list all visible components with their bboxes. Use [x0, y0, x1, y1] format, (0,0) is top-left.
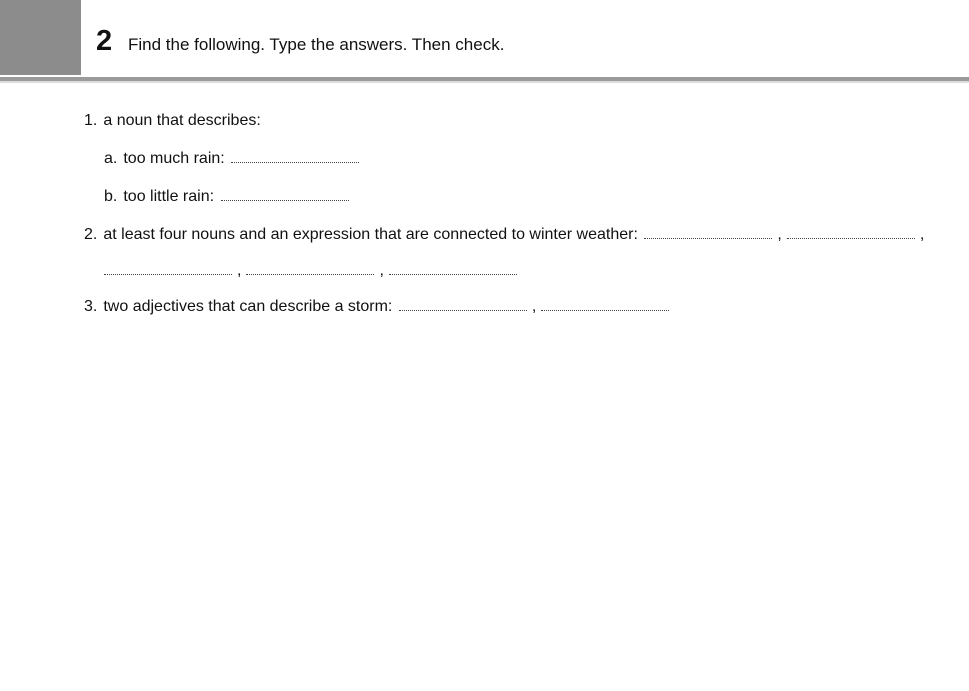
comma-separator: , — [777, 226, 782, 243]
answer-2-blank-4[interactable] — [246, 273, 374, 275]
question-1a-letter: a. — [104, 150, 118, 167]
answer-1a-blank[interactable] — [231, 161, 359, 163]
question-2-text: at least four nouns and an expression that are connected to winter weather: — [103, 226, 638, 243]
question-3-number: 3. — [84, 298, 98, 315]
question-1 — [84, 111, 261, 131]
comma-separator: , — [237, 262, 242, 279]
question-3 — [84, 297, 671, 317]
question-1a — [104, 149, 361, 169]
exercise-instruction: Find the following. Type the answers. Then check. — [128, 35, 505, 54]
comma-separator: , — [919, 226, 925, 243]
answer-2-blank-5[interactable] — [389, 273, 517, 275]
question-1-text: a noun that describes: — [103, 112, 261, 129]
question-1a-text: too much rain: — [123, 150, 225, 167]
answer-1b-blank[interactable] — [221, 199, 349, 201]
answer-2-blank-1[interactable] — [644, 237, 772, 239]
question-1b — [104, 187, 351, 207]
answer-3-blank-2[interactable] — [541, 309, 669, 311]
answer-2-blank-3[interactable] — [104, 273, 232, 275]
question-1-number: 1. — [84, 112, 98, 129]
exercise-number: 2 — [96, 25, 113, 57]
comma-separator: , — [379, 262, 384, 279]
question-2-number: 2. — [84, 226, 98, 243]
exercise-corner-block — [0, 0, 81, 75]
question-3-text: two adjectives that can describe a storm: — [103, 298, 393, 315]
question-1b-letter: b. — [104, 188, 118, 205]
question-2 — [84, 225, 927, 245]
question-2-continued — [104, 261, 519, 281]
answer-3-blank-1[interactable] — [399, 309, 527, 311]
header-divider-shadow — [0, 81, 969, 83]
answer-2-blank-2[interactable] — [787, 237, 915, 239]
question-1b-text: too little rain: — [123, 188, 215, 205]
comma-separator: , — [531, 298, 537, 315]
